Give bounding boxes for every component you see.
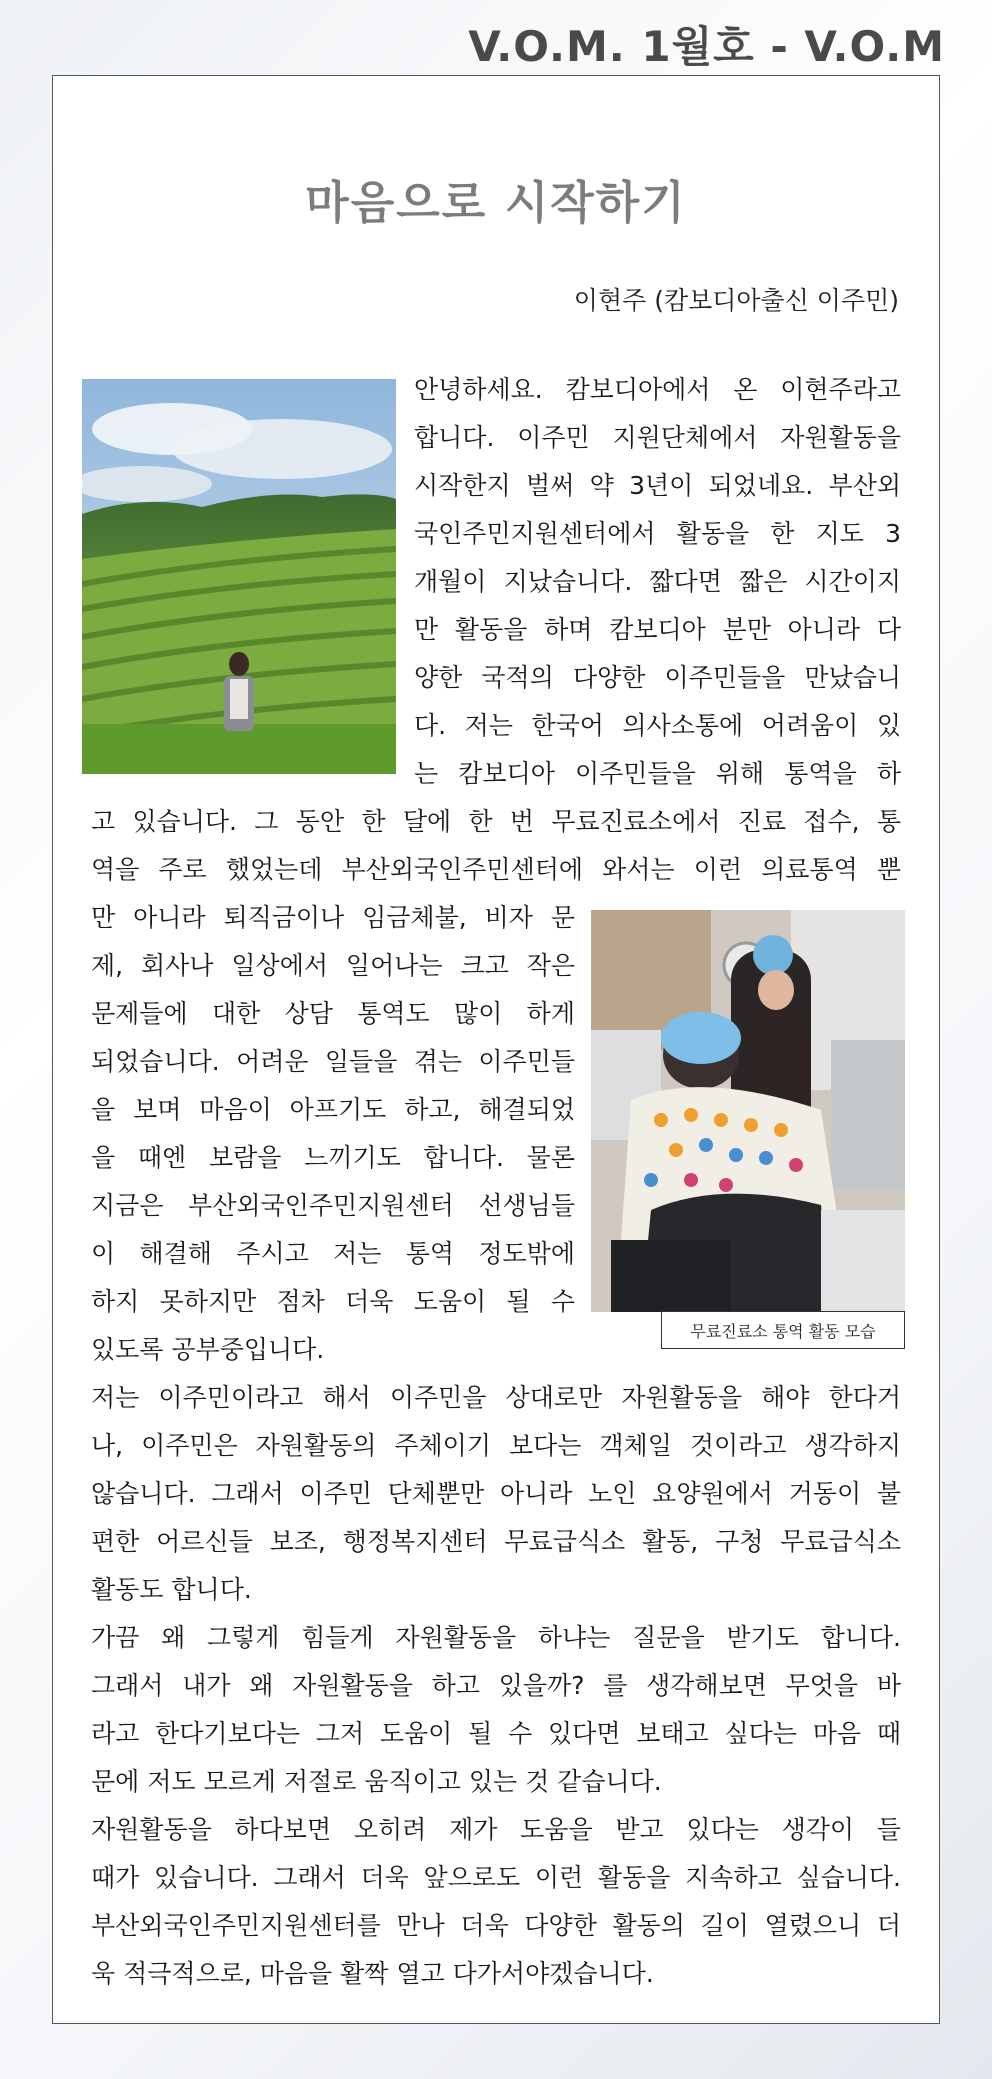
paragraph1-line-5: 개월이 지났습니다. 짧다면 짧은 시간이지 [414,567,901,596]
header-title: V.O.M. 1월호 - V.O.M [468,22,945,71]
paragraph2-line-3: 않습니다. 그래서 이주민 단체뿐만 아니라 노인 요양원에서 거동이 불 [91,1479,901,1508]
paragraph1-side2-line-5: 을 보며 마음이 아프기도 하고, 해결되었 [91,1095,575,1124]
paragraph1-line-8: 다. 저는 한국어 의사소통에 어려움이 있 [414,711,901,740]
paragraph1-side2-line-1: 만 아니라 퇴직금이나 임금체불, 비자 문 [91,903,575,932]
paragraph1-line-6: 만 활동을 하며 캄보디아 분만 아니라 다 [414,615,901,644]
paragraph1-line-4: 국인주민지원센터에서 활동을 한 지도 3 [414,519,901,548]
paragraph1-full-line-1: 고 있습니다. 그 동안 한 달에 한 번 무료진료소에서 진료 접수, 통 [91,807,901,836]
article-author: 이현주 (캄보디아출신 이주민) [573,286,899,315]
paragraph1-side2-line-6: 을 때엔 보람을 느끼기도 합니다. 물론 [91,1143,575,1172]
paragraph1-side2-line-7: 지금은 부산외국인주민지원센터 선생님들 [91,1191,575,1220]
paragraph2-line-1: 저는 이주민이라고 해서 이주민을 상대로만 자원활동을 해야 한다거 [91,1383,901,1412]
paragraph1-line-3: 시작한지 벌써 약 3년이 되었네요. 부산외 [414,471,901,500]
paragraph1-side2-line-2: 제, 회사나 일상에서 일어나는 크고 작은 [91,951,575,980]
paragraph3-line-1: 가끔 왜 그렇게 힘들게 자원활동을 하냐는 질문을 받기도 합니다. [91,1623,901,1652]
paragraph1-line-7: 양한 국적의 다양한 이주민들을 만났습니 [414,663,901,692]
paragraph1-full-line-2: 역을 주로 했었는데 부산외국인주민센터에 와서는 이런 의료통역 뿐 [91,855,901,884]
paragraph1-side2-line-8: 이 해결해 주시고 저는 통역 정도밖에 [91,1239,575,1268]
article-title: 마음으로 시작하기 [305,176,687,229]
paragraph1-side2-line-3: 문제들에 대한 상담 통역도 많이 하게 [91,999,575,1028]
paragraph1-side2-line-10: 있도록 공부중입니다. [91,1335,325,1364]
paragraph3-line-3: 라고 한다기보다는 그저 도움이 될 수 있다면 보태고 싶다는 마음 때 [91,1719,901,1748]
paragraph2-line-4: 편한 어르신들 보조, 행정복지센터 무료급식소 활동, 구청 무료급식소 [91,1527,901,1556]
article-frame [52,75,940,2024]
paragraph2-line-5: 활동도 합니다. [91,1575,252,1604]
paragraph3-line-2: 그래서 내가 왜 자원활동을 하고 있을까? 를 생각해보면 무엇을 바 [91,1671,901,1700]
paragraph1-line-1: 안녕하세요. 캄보디아에서 온 이현주라고 [414,375,901,404]
paragraph1-side2-line-4: 되었습니다. 어려운 일들을 겪는 이주민들 [91,1047,575,1076]
tea-field-photo [82,379,396,774]
paragraph1-side2-line-9: 하지 못하지만 점차 더욱 도움이 될 수 [91,1287,575,1316]
paragraph3-line-4: 문에 저도 모르게 저절로 움직이고 있는 것 같습니다. [91,1767,662,1796]
paragraph1-line-9: 는 캄보디아 이주민들을 위해 통역을 하 [414,759,901,788]
photo-caption: 무료진료소 통역 활동 모습 [661,1311,905,1349]
paragraph4-line-2: 때가 있습니다. 그래서 더욱 앞으로도 이런 활동을 지속하고 싶습니다. [91,1863,901,1892]
paragraph4-line-4: 욱 적극적으로, 마음을 활짝 열고 다가서야겠습니다. [91,1959,654,1988]
paragraph2-line-2: 나, 이주민은 자원활동의 주체이기 보다는 객체일 것이라고 생각하지 [91,1431,901,1460]
paragraph1-line-2: 합니다. 이주민 지원단체에서 자원활동을 [414,423,901,452]
paragraph4-line-1: 자원활동을 하다보면 오히려 제가 도움을 받고 있다는 생각이 들 [91,1815,901,1844]
paragraph4-line-3: 부산외국인주민지원센터를 만나 더욱 다양한 활동의 길이 열렸으니 더 [91,1911,901,1940]
dental-clinic-photo [591,910,905,1312]
